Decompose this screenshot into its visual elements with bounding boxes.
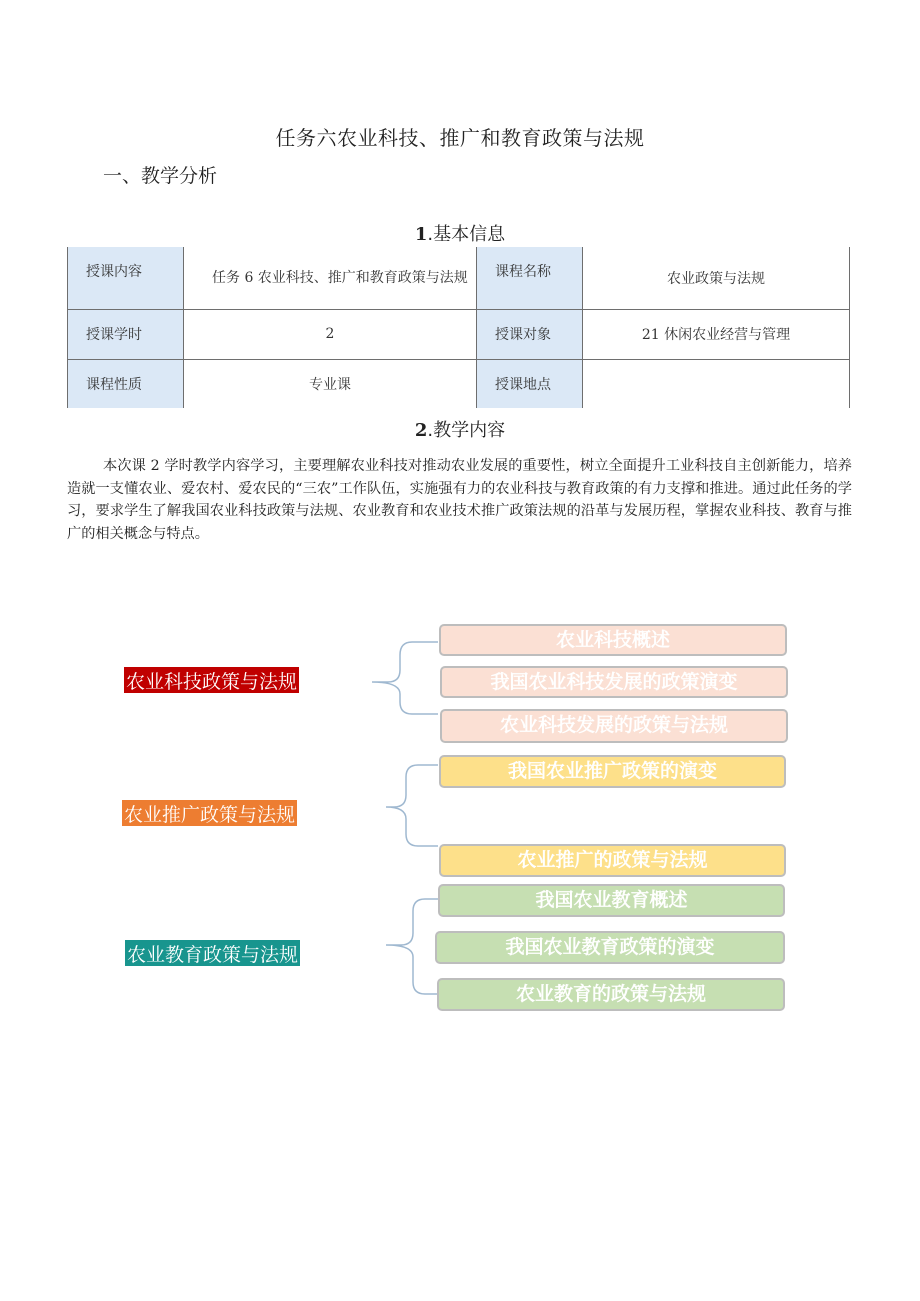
- value-course-type: 专业课: [184, 359, 477, 408]
- subheading-text: .基本信息: [427, 224, 506, 245]
- label-course-name: 课程名称: [477, 247, 583, 309]
- document-title: 任务六农业科技、推广和教育政策与法规: [275, 126, 645, 150]
- bracket-science: [372, 642, 438, 714]
- item-education-policy-law: 农业教育的政策与法规: [437, 978, 785, 1011]
- bracket-education: [386, 899, 438, 994]
- item-extension-evolution: 我国农业推广政策的演变: [439, 755, 786, 788]
- item-science-policy-evolution: 我国农业科技发展的政策演变: [440, 666, 788, 698]
- subheading-number: 1: [414, 224, 428, 245]
- label-course-content: 授课内容: [68, 247, 184, 309]
- item-education-evolution: 我国农业教育政策的演变: [435, 931, 785, 964]
- item-science-policy-law: 农业科技发展的政策与法规: [440, 709, 788, 743]
- value-course-content: 任务 6 农业科技、推广和教育政策与法规: [184, 247, 477, 309]
- value-course-hours: 2: [184, 309, 477, 359]
- subheading-text: .教学内容: [427, 420, 506, 441]
- item-education-overview: 我国农业教育概述: [438, 884, 785, 917]
- label-course-hours: 授课学时: [68, 309, 184, 359]
- section-heading: 一、教学分析: [103, 165, 218, 187]
- label-course-location: 授课地点: [477, 359, 583, 408]
- item-extension-policy-law: 农业推广的政策与法规: [439, 844, 786, 877]
- item-science-overview: 农业科技概述: [439, 624, 787, 656]
- category-extension-policy: 农业推广政策与法规: [122, 800, 297, 826]
- content-paragraph: 本次课 2 学时教学内容学习，主要理解农业科技对推动农业发展的重要性，树立全面提升工业科技自主创新能力，培养造就一支懂农业、爱农村、爱农民的“三农”工作队伍，实施强有力的农业科技与教育政策的有力支撑和推进。通过此任务的学习，要求学生了解我国农业科技政策与法规、农业教育和农业技术推广政策法规的沿革与发展历程，掌握农业科技、教育与推广的相关概念与特点。: [67, 458, 852, 542]
- label-course-type: 课程性质: [68, 359, 184, 408]
- category-education-policy: 农业教育政策与法规: [125, 940, 300, 966]
- value-course-name: 农业政策与法规: [583, 247, 850, 309]
- value-course-audience: 21 休闲农业经营与管理: [583, 309, 850, 359]
- label-course-audience: 授课对象: [477, 309, 583, 359]
- bracket-extension: [386, 765, 438, 846]
- category-science-policy: 农业科技政策与法规: [124, 667, 299, 693]
- subheading-number: 2: [414, 420, 428, 441]
